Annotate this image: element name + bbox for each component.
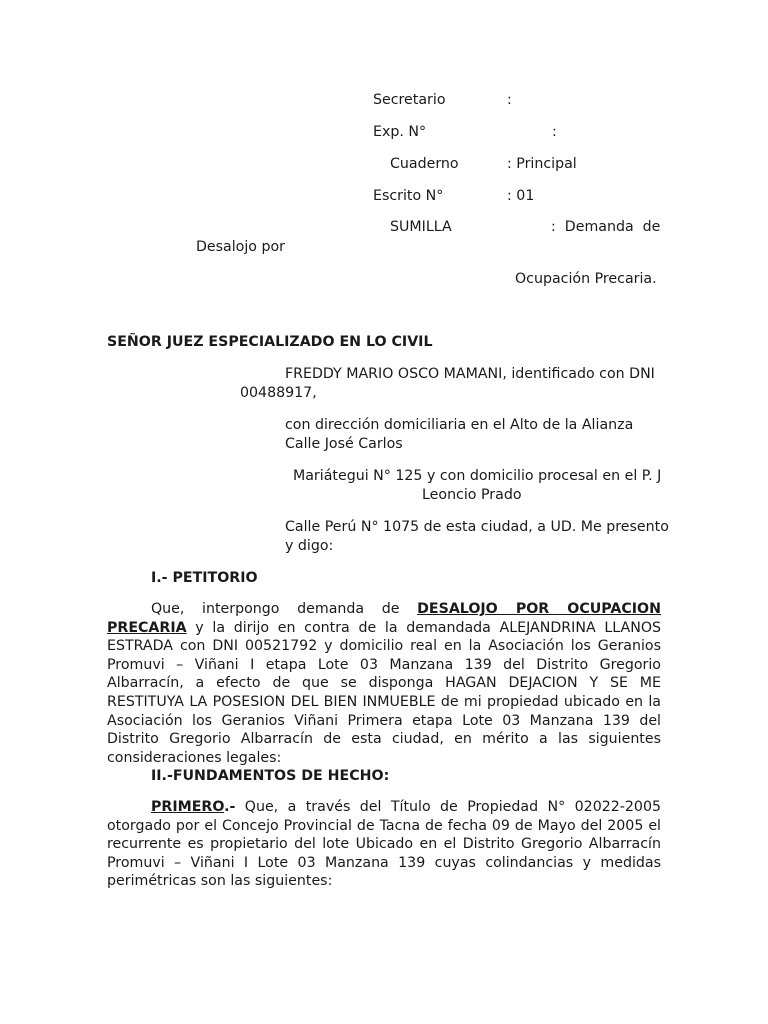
cuaderno-value: : Principal [507, 156, 577, 172]
intro-line-7: Calle Perú N° 1075 de esta ciudad, a UD. Me presento [285, 519, 669, 535]
secretario-label: Secretario [373, 92, 446, 108]
sumilla-label: SUMILLA [390, 219, 452, 235]
intro-line-2: 00488917, [240, 385, 317, 401]
petitorio-heading: I.- PETITORIO [151, 570, 258, 586]
intro-line-3: con dirección domiciliaria en el Alto de la Alianza [285, 417, 634, 433]
sumilla-value: : Demanda de [551, 219, 661, 235]
petitorio-emphasis: DESALOJO POR OCUPACION PRECARIA [107, 601, 661, 636]
exp-separator: : [552, 124, 557, 140]
intro-line-5: Mariátegui N° 125 y con domicilio procesal en el P. J [293, 468, 662, 484]
intro-line-8: y digo: [285, 538, 334, 554]
intro-line-6: Leoncio Prado [422, 487, 522, 503]
primero-label: PRIMERO [151, 799, 225, 815]
petitorio-paragraph [107, 600, 661, 767]
intro-line-4: Calle José Carlos [285, 436, 403, 452]
primero-text: Que, a través del Título de Propiedad N° 02022-2005 otorgado por el Concejo Provincial de Tacna de fecha 09 de Mayo del 2005 el recurrente es propietario del lote Ubicado en el Distrito Gregorio Albarracín Promuvi – Viñani I Lote 03 Manzana 139 cuyas colindancias y medidas perimétricas son las siguientes: [107, 799, 661, 890]
fundamentos-heading: II.-FUNDAMENTOS DE HECHO: [151, 768, 390, 784]
escrito-label: Escrito N° [373, 188, 444, 204]
sumilla-continuation-2: Ocupación Precaria. [515, 271, 657, 287]
secretario-separator: : [507, 92, 512, 108]
intro-line-1: FREDDY MARIO OSCO MAMANI, identificado con DNI [285, 366, 655, 382]
escrito-value: : 01 [507, 188, 535, 204]
addressee-heading: SEÑOR JUEZ ESPECIALIZADO EN LO CIVIL [107, 334, 433, 350]
petitorio-text-before: Que, interpongo demanda de [151, 601, 418, 617]
exp-label: Exp. N° [373, 124, 427, 140]
cuaderno-label: Cuaderno [390, 156, 459, 172]
primero-suffix: .- [224, 799, 236, 815]
petitorio-text-after: y la dirijo en contra de la demandada ALEJANDRINA LLANOS ESTRADA con DNI 00521792 y domicilio real en la Asociación los Geranios Promuvi – Viñani I etapa Lote 03 Manzana 139 del Distrito Gregorio Albarracín, a efecto de que se disponga HAGAN DEJACION Y SE ME RESTITUYA LA POSESION DEL BIEN INMUEBLE de mi propiedad ubicado en la Asociación los Geranios Viñani Primera etapa Lote 03 Manzana 139 del Distrito Gregorio Albarracín de esta ciudad, en mérito a las siguientes consideraciones legales: [107, 619, 661, 766]
primero-paragraph [107, 798, 661, 891]
sumilla-continuation-1: Desalojo por [196, 239, 286, 255]
